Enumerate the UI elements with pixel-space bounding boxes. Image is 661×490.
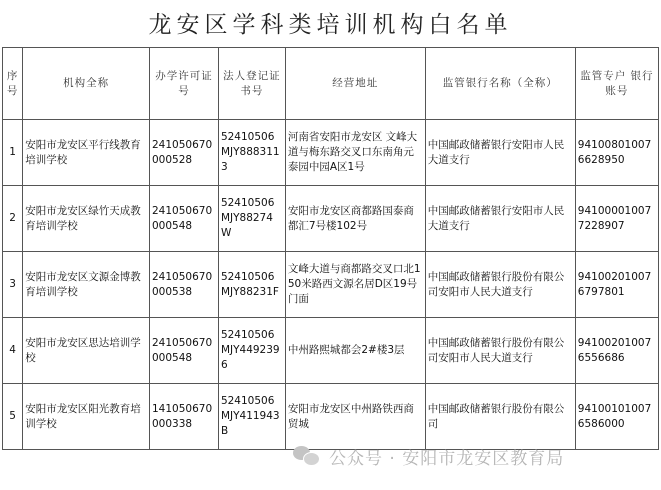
whitelist-table: [2, 47, 659, 450]
cell-account: 941008010076628950: [575, 120, 658, 186]
cell-address: 安阳市龙安区商都路国泰商都汇7号楼102号: [285, 186, 425, 252]
table-row: [3, 318, 659, 384]
cell-address: 安阳市龙安区中州路铁西商贸城: [285, 384, 425, 450]
table-header-row: [3, 48, 659, 120]
cell-address: 河南省安阳市龙安区 文峰大道与梅东路交叉口东南角元泰园中园A区1号: [285, 120, 425, 186]
cell-bank: 中国邮政储蓄银行安阳市人民大道支行: [425, 120, 575, 186]
cell-name: 安阳市龙安区思达培训学校: [23, 318, 150, 384]
cell-account: 941000010077228907: [575, 186, 658, 252]
cell-no: 2: [3, 186, 23, 252]
cell-address: 文峰大道与商都路交叉口北150米路西文源名居D区19号门面: [285, 252, 425, 318]
cell-account: 941001010076586000: [575, 384, 658, 450]
cell-no: 5: [3, 384, 23, 450]
table-row: [3, 252, 659, 318]
wechat-icon: [293, 444, 323, 468]
cell-license: 141050670000338: [150, 384, 219, 450]
cell-name: 安阳市龙安区文源金博教育培训学校: [23, 252, 150, 318]
header-name: 机构全称: [23, 48, 150, 120]
cell-bank: 中国邮政储蓄银行安阳市人民大道支行: [425, 186, 575, 252]
header-account: 监管专户 银行账号: [575, 48, 658, 120]
document-title: 龙安区学科类培训机构白名单: [148, 12, 513, 38]
cell-registration: 52410506MJY8883113: [218, 120, 285, 186]
table-row: [3, 120, 659, 186]
cell-no: 3: [3, 252, 23, 318]
cell-registration: 52410506MJY411943B: [218, 384, 285, 450]
cell-name: 安阳市龙安区阳光教育培训学校: [23, 384, 150, 450]
cell-name: 安阳市龙安区绿竹天成教育培训学校: [23, 186, 150, 252]
header-registration: 法人登记证书号: [218, 48, 285, 120]
cell-registration: 52410506MJY88231F: [218, 252, 285, 318]
cell-no: 1: [3, 120, 23, 186]
cell-bank: 中国邮政储蓄银行股份有限公司安阳市人民大道支行: [425, 318, 575, 384]
cell-registration: 52410506MJY88274W: [218, 186, 285, 252]
header-no: 序号: [3, 48, 23, 120]
cell-registration: 52410506MJY4492396: [218, 318, 285, 384]
header-address: 经营地址: [285, 48, 425, 120]
cell-license: 241050670000548: [150, 186, 219, 252]
watermark-text: 公众号 · 安阳市龙安区教育局: [329, 448, 565, 469]
cell-no: 4: [3, 318, 23, 384]
cell-license: 241050670000528: [150, 120, 219, 186]
table-row: [3, 384, 659, 450]
cell-address: 中州路熙城都会2#楼3层: [285, 318, 425, 384]
cell-license: 241050670000538: [150, 252, 219, 318]
cell-account: 941002010076556686: [575, 318, 658, 384]
cell-account: 941002010076797801: [575, 252, 658, 318]
cell-name: 安阳市龙安区平行线教育培训学校: [23, 120, 150, 186]
header-bank: 监管银行名称（全称）: [425, 48, 575, 120]
cell-license: 241050670000548: [150, 318, 219, 384]
wechat-watermark: [293, 441, 564, 471]
table-row: [3, 186, 659, 252]
cell-bank: 中国邮政储蓄银行股份有限公司安阳市人民大道支行: [425, 252, 575, 318]
header-license: 办学许可证号: [150, 48, 219, 120]
cell-bank: 中国邮政储蓄银行股份有限公司: [425, 384, 575, 450]
